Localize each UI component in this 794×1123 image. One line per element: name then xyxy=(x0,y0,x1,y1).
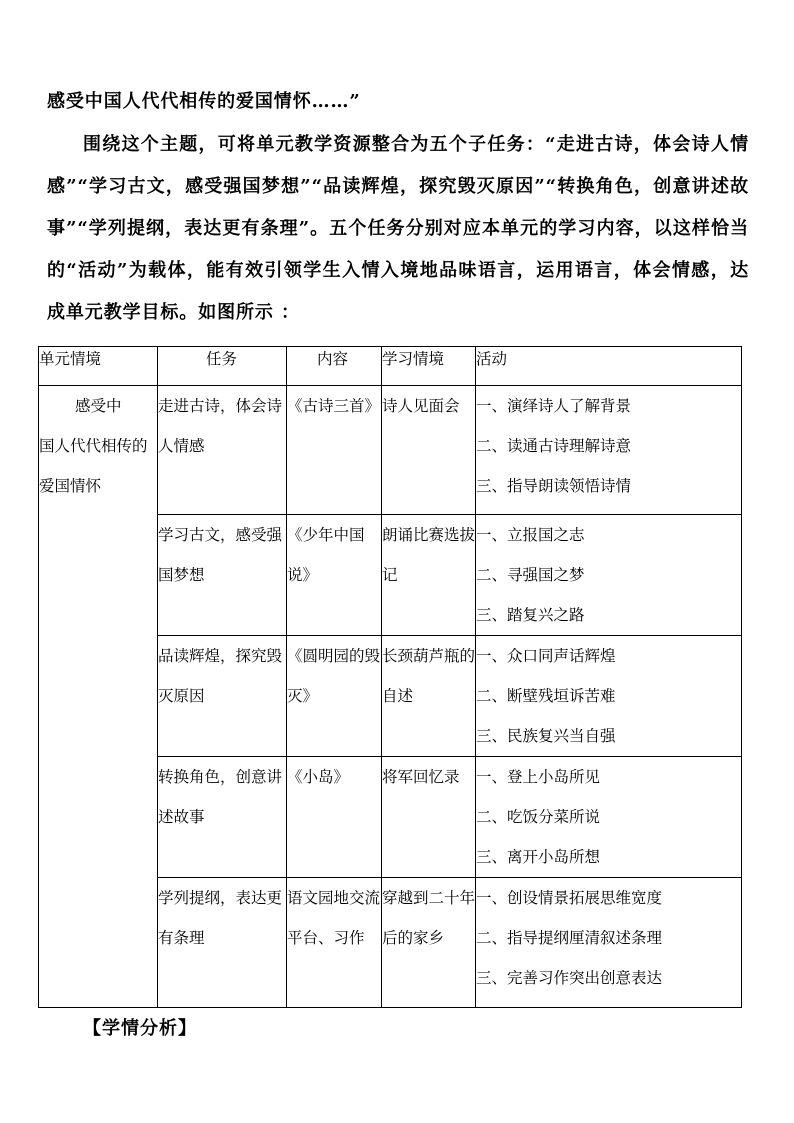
activity-item: 一、创设情景拓展思维宽度 xyxy=(476,889,663,907)
activity-cell xyxy=(476,515,742,636)
activity-item: 三、踏复兴之路 xyxy=(476,606,585,624)
content-cell: 《小岛》 xyxy=(287,757,382,878)
header-activity: 活动 xyxy=(476,347,742,386)
activity-item: 三、指导朗读领悟诗情 xyxy=(476,477,632,495)
activity-cell xyxy=(476,386,742,515)
content-cell: 语文园地交流平台、习作 xyxy=(287,878,382,1008)
activity-cell xyxy=(476,636,742,757)
activity-item: 二、吃饭分菜所说 xyxy=(476,808,601,826)
section-heading: 【学情分析】 xyxy=(83,1018,197,1039)
table-header-row xyxy=(39,347,742,386)
task-cell: 转换角色，创意讲述故事 xyxy=(158,757,287,878)
intro-paragraph-end: 感受中国人代代相传的爱国情怀……” xyxy=(47,91,361,112)
situation-cell: 穿越到二十年后的家乡 xyxy=(382,878,476,1008)
task-cell: 走进古诗，体会诗人情感 xyxy=(158,386,287,515)
activity-item: 一、众口同声话辉煌 xyxy=(476,647,616,665)
content-cell: 《古诗三首》 xyxy=(287,386,382,515)
activity-item: 三、民族复兴当自强 xyxy=(476,727,616,745)
activity-item: 二、读通古诗理解诗意 xyxy=(476,437,632,455)
activity-item: 三、离开小岛所想 xyxy=(476,848,601,866)
task-cell: 品读辉煌，探究毁灭原因 xyxy=(158,636,287,757)
header-situation: 学习情境 xyxy=(382,347,476,386)
content-cell: 《圆明园的毁灭》 xyxy=(287,636,382,757)
task-cell: 学列提纲，表达更有条理 xyxy=(158,878,287,1008)
activity-item: 三、完善习作突出创意表达 xyxy=(476,969,663,987)
situation-cell: 长颈葫芦瓶的自述 xyxy=(382,636,476,757)
activity-item: 一、立报国之志 xyxy=(476,526,585,544)
activity-cell xyxy=(476,878,742,1008)
situation-cell: 诗人见面会 xyxy=(382,386,476,515)
unit-tasks-paragraph: 围绕这个主题，可将单元教学资源整合为五个子任务：“走进古诗，体会诗人情感”“学习古文，感受强国梦想”“品读辉煌，探究毁灭原因”“转换角色，创意讲述故事”“学列提纲，表达更有条理”。五个任务分别对应本单元的学习内容，以这样恰当的“活动”为载体，能有效引领学生入情入境地品味语言，运用语言，体会情感，达成单元教学目标。如图所示 ： xyxy=(47,134,749,323)
unit-scene-first-line: 感受中 xyxy=(75,397,122,415)
activity-item: 一、登上小岛所见 xyxy=(476,768,601,786)
situation-cell: 朗诵比赛选拔记 xyxy=(382,515,476,636)
activity-item: 二、断壁残垣诉苦难 xyxy=(476,687,616,705)
activity-item: 二、寻强国之梦 xyxy=(476,566,585,584)
activity-item: 二、指导提纲厘清叙述条理 xyxy=(476,929,663,947)
unit-task-table xyxy=(38,346,742,1008)
table-row xyxy=(39,386,742,515)
header-unit-scene: 单元情境 xyxy=(39,347,158,386)
task-cell: 学习古文，感受强国梦想 xyxy=(158,515,287,636)
situation-cell: 将军回忆录 xyxy=(382,757,476,878)
header-content: 内容 xyxy=(287,347,382,386)
header-task: 任务 xyxy=(158,347,287,386)
unit-scene-cell xyxy=(39,386,158,1008)
unit-scene-rest: 国人代代相传的爱国情怀 xyxy=(39,437,148,495)
activity-item: 一、演绎诗人了解背景 xyxy=(476,397,632,415)
activity-cell xyxy=(476,757,742,878)
content-cell: 《少年中国说》 xyxy=(287,515,382,636)
